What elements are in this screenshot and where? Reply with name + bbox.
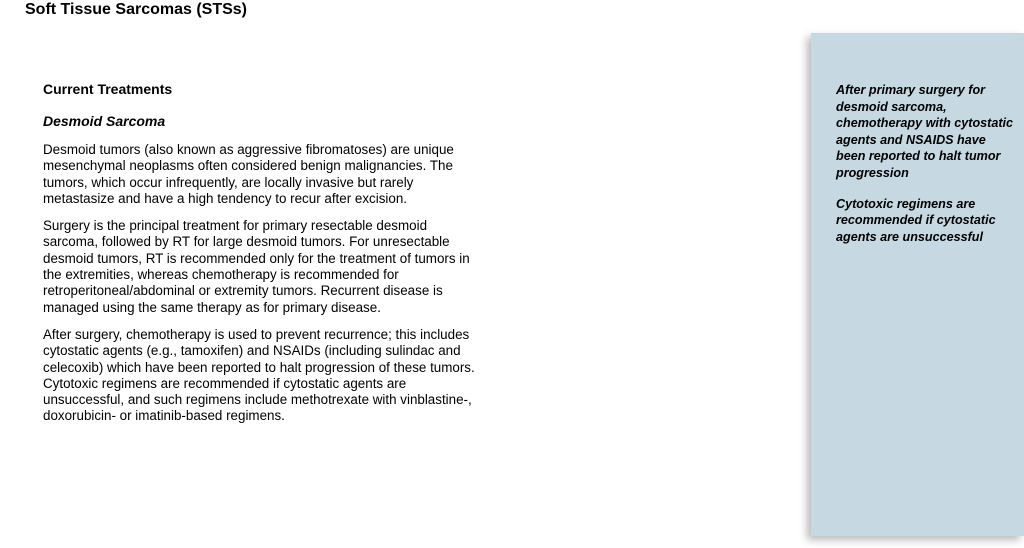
main-content [43, 80, 483, 436]
key-points-sidebar [811, 33, 1024, 536]
paragraph-desmoid-description: Desmoid tumors (also known as aggressive fibromatoses) are unique mesenchymal neoplasms often considered benign malignancies. The tumors, which occur infrequently, are locally invasive but rarely metastasize and have a high tendency to recur after excision. [43, 142, 454, 206]
page-title: Soft Tissue Sarcomas (STSs) [25, 1, 247, 18]
subsection-heading: Desmoid Sarcoma [43, 113, 166, 129]
callout-cytostatic: After primary surgery for desmoid sarcoma, chemotherapy with cytostatic agents and NSAIDS have been reported to halt tumor progression [836, 83, 1014, 180]
callout-cytotoxic: Cytotoxic regimens are recommended if cytostatic agents are unsuccessful [836, 196, 996, 244]
paragraph-chemotherapy: After surgery, chemotherapy is used to prevent recurrence; this includes cytostatic agents (e.g., tamoxifen) and NSAIDs (including sulindac and celecoxib) which have been reported to halt progression of these tumors. Cytotoxic regimens are recommended if cytostatic agents are unsuccessful, and such regimens include methotrexate with vinblastine-, doxorubicin- or imatinib-based regimens. [43, 326, 475, 424]
sidebar-content [836, 82, 1016, 259]
section-heading: Current Treatments [43, 81, 173, 97]
paragraph-surgery-treatment: Surgery is the principal treatment for primary resectable desmoid sarcoma, followed by RT for large desmoid tumors. For unresectable desmoid tumors, RT is recommended only for the treatment of tumors in the extremities, whereas chemotherapy is recommended for retroperitoneal/abdominal or extremity tumors. Recurrent disease is managed using the same therapy as for primary disease. [43, 218, 470, 315]
